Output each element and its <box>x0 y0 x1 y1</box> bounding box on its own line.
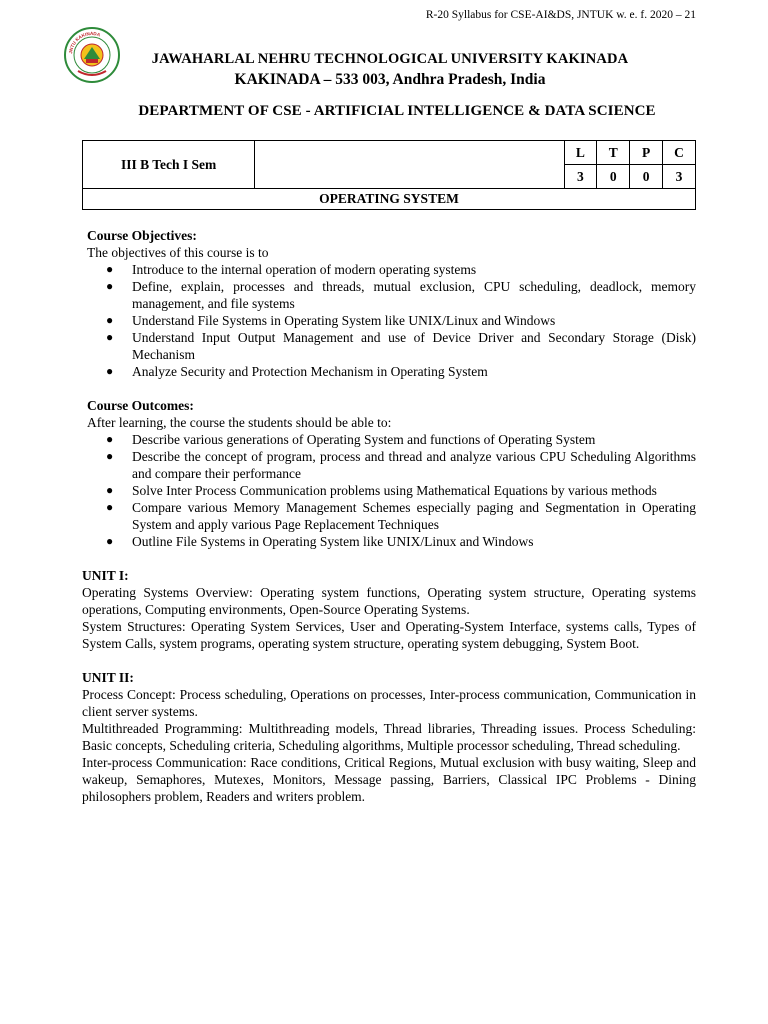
unit-paragraph: System Structures: Operating System Services, User and Operating-System Interface, systems calls, Types of System Calls, system programs, operating system structure, operating system debugging, System Boot. <box>82 619 696 651</box>
course-title: OPERATING SYSTEM <box>83 189 696 210</box>
running-head: R-20 Syllabus for CSE-AI&DS, JNTUK w. e. f. 2020 – 21 <box>425 9 696 21</box>
bullet-icon: ● <box>106 500 114 514</box>
unit-1-section <box>82 567 696 652</box>
bullet-icon: ● <box>106 262 114 276</box>
outcomes-heading: Course Outcomes: <box>87 398 194 413</box>
objectives-list <box>87 261 696 380</box>
department-title: DEPARTMENT OF CSE - ARTIFICIAL INTELLIGENCE & DATA SCIENCE <box>138 103 656 119</box>
unit-2-section <box>82 669 696 805</box>
bullet-icon: ● <box>106 364 114 378</box>
outcomes-section <box>82 397 696 550</box>
bullet-icon: ● <box>106 330 114 344</box>
label-t: T <box>597 141 630 165</box>
list-item: ● Outline File Systems in Operating System like UNIX/Linux and Windows <box>106 534 534 549</box>
list-item: ● Describe the concept of program, process and thread and analyze various CPU Scheduling Algorithms and compare their performance <box>106 449 696 481</box>
blank-cell <box>255 141 564 189</box>
list-item: ● Define, explain, processes and threads, mutual exclusion, CPU scheduling, deadlock, memory management, and file systems <box>106 279 696 311</box>
unit-paragraph: Process Concept: Process scheduling, Operations on processes, Inter-process communication, Communication in client server systems. <box>82 687 696 719</box>
value-l: 3 <box>564 165 597 189</box>
list-item: ● Analyze Security and Protection Mechanism in Operating System <box>106 364 488 379</box>
university-address: KAKINADA – 533 003, Andhra Pradesh, India <box>234 71 546 88</box>
outcomes-intro: After learning, the course the students should be able to: <box>87 415 392 430</box>
bullet-icon: ● <box>106 534 114 548</box>
list-item: ● Understand File Systems in Operating System like UNIX/Linux and Windows <box>106 313 556 328</box>
list-item: ● Compare various Memory Management Schemes especially paging and Segmentation in Operating System and apply various Page Replacement Techniques <box>106 500 696 532</box>
semester-cell: III B Tech I Sem <box>83 141 255 189</box>
list-item: ● Introduce to the internal operation of modern operating systems <box>106 262 477 277</box>
list-item: ● Understand Input Output Management and use of Device Driver and Secondary Storage (Disk) Mechanism <box>106 330 696 362</box>
course-credit-table <box>82 140 696 210</box>
syllabus-body <box>82 227 696 805</box>
label-l: L <box>564 141 597 165</box>
objectives-section <box>82 227 696 380</box>
unit-paragraph: Inter-process Communication: Race conditions, Critical Regions, Mutual exclusion with busy waiting, Sleep and wakeup, Semaphores, Mutexes, Monitors, Message passing, Barriers, Classical IPC Problems - Dining philosophers problem, Readers and writers problem. <box>82 755 696 804</box>
bullet-icon: ● <box>106 432 114 446</box>
list-item: ● Describe various generations of Operating System and functions of Operating System <box>106 432 596 447</box>
bullet-icon: ● <box>106 313 114 327</box>
bullet-icon: ● <box>106 449 114 463</box>
logo-lettering: JNTU KAKINADA <box>68 30 101 54</box>
outcomes-list <box>87 431 696 550</box>
label-c: C <box>663 141 696 165</box>
bullet-icon: ● <box>106 483 114 497</box>
objectives-heading: Course Objectives: <box>87 228 197 243</box>
university-name: JAWAHARLAL NEHRU TECHNOLOGICAL UNIVERSITY KAKINADA <box>151 51 629 67</box>
value-p: 0 <box>630 165 663 189</box>
label-p: P <box>630 141 663 165</box>
bullet-icon: ● <box>106 279 114 293</box>
unit-heading: UNIT II: <box>82 670 134 685</box>
objectives-intro: The objectives of this course is to <box>87 245 269 260</box>
list-item: ● Solve Inter Process Communication problems using Mathematical Equations by various methods <box>106 483 657 498</box>
value-c: 3 <box>663 165 696 189</box>
unit-paragraph: Multithreaded Programming: Multithreading models, Thread libraries, Threading issues. Process Scheduling: Basic concepts, Scheduling criteria, Scheduling algorithms, Multiple processor scheduling, Thread scheduling. <box>82 721 696 753</box>
value-t: 0 <box>597 165 630 189</box>
unit-heading: UNIT I: <box>82 568 129 583</box>
unit-paragraph: Operating Systems Overview: Operating system functions, Operating system structure, Operating systems operations, Computing environments, Open-Source Operating Systems. <box>82 585 696 617</box>
